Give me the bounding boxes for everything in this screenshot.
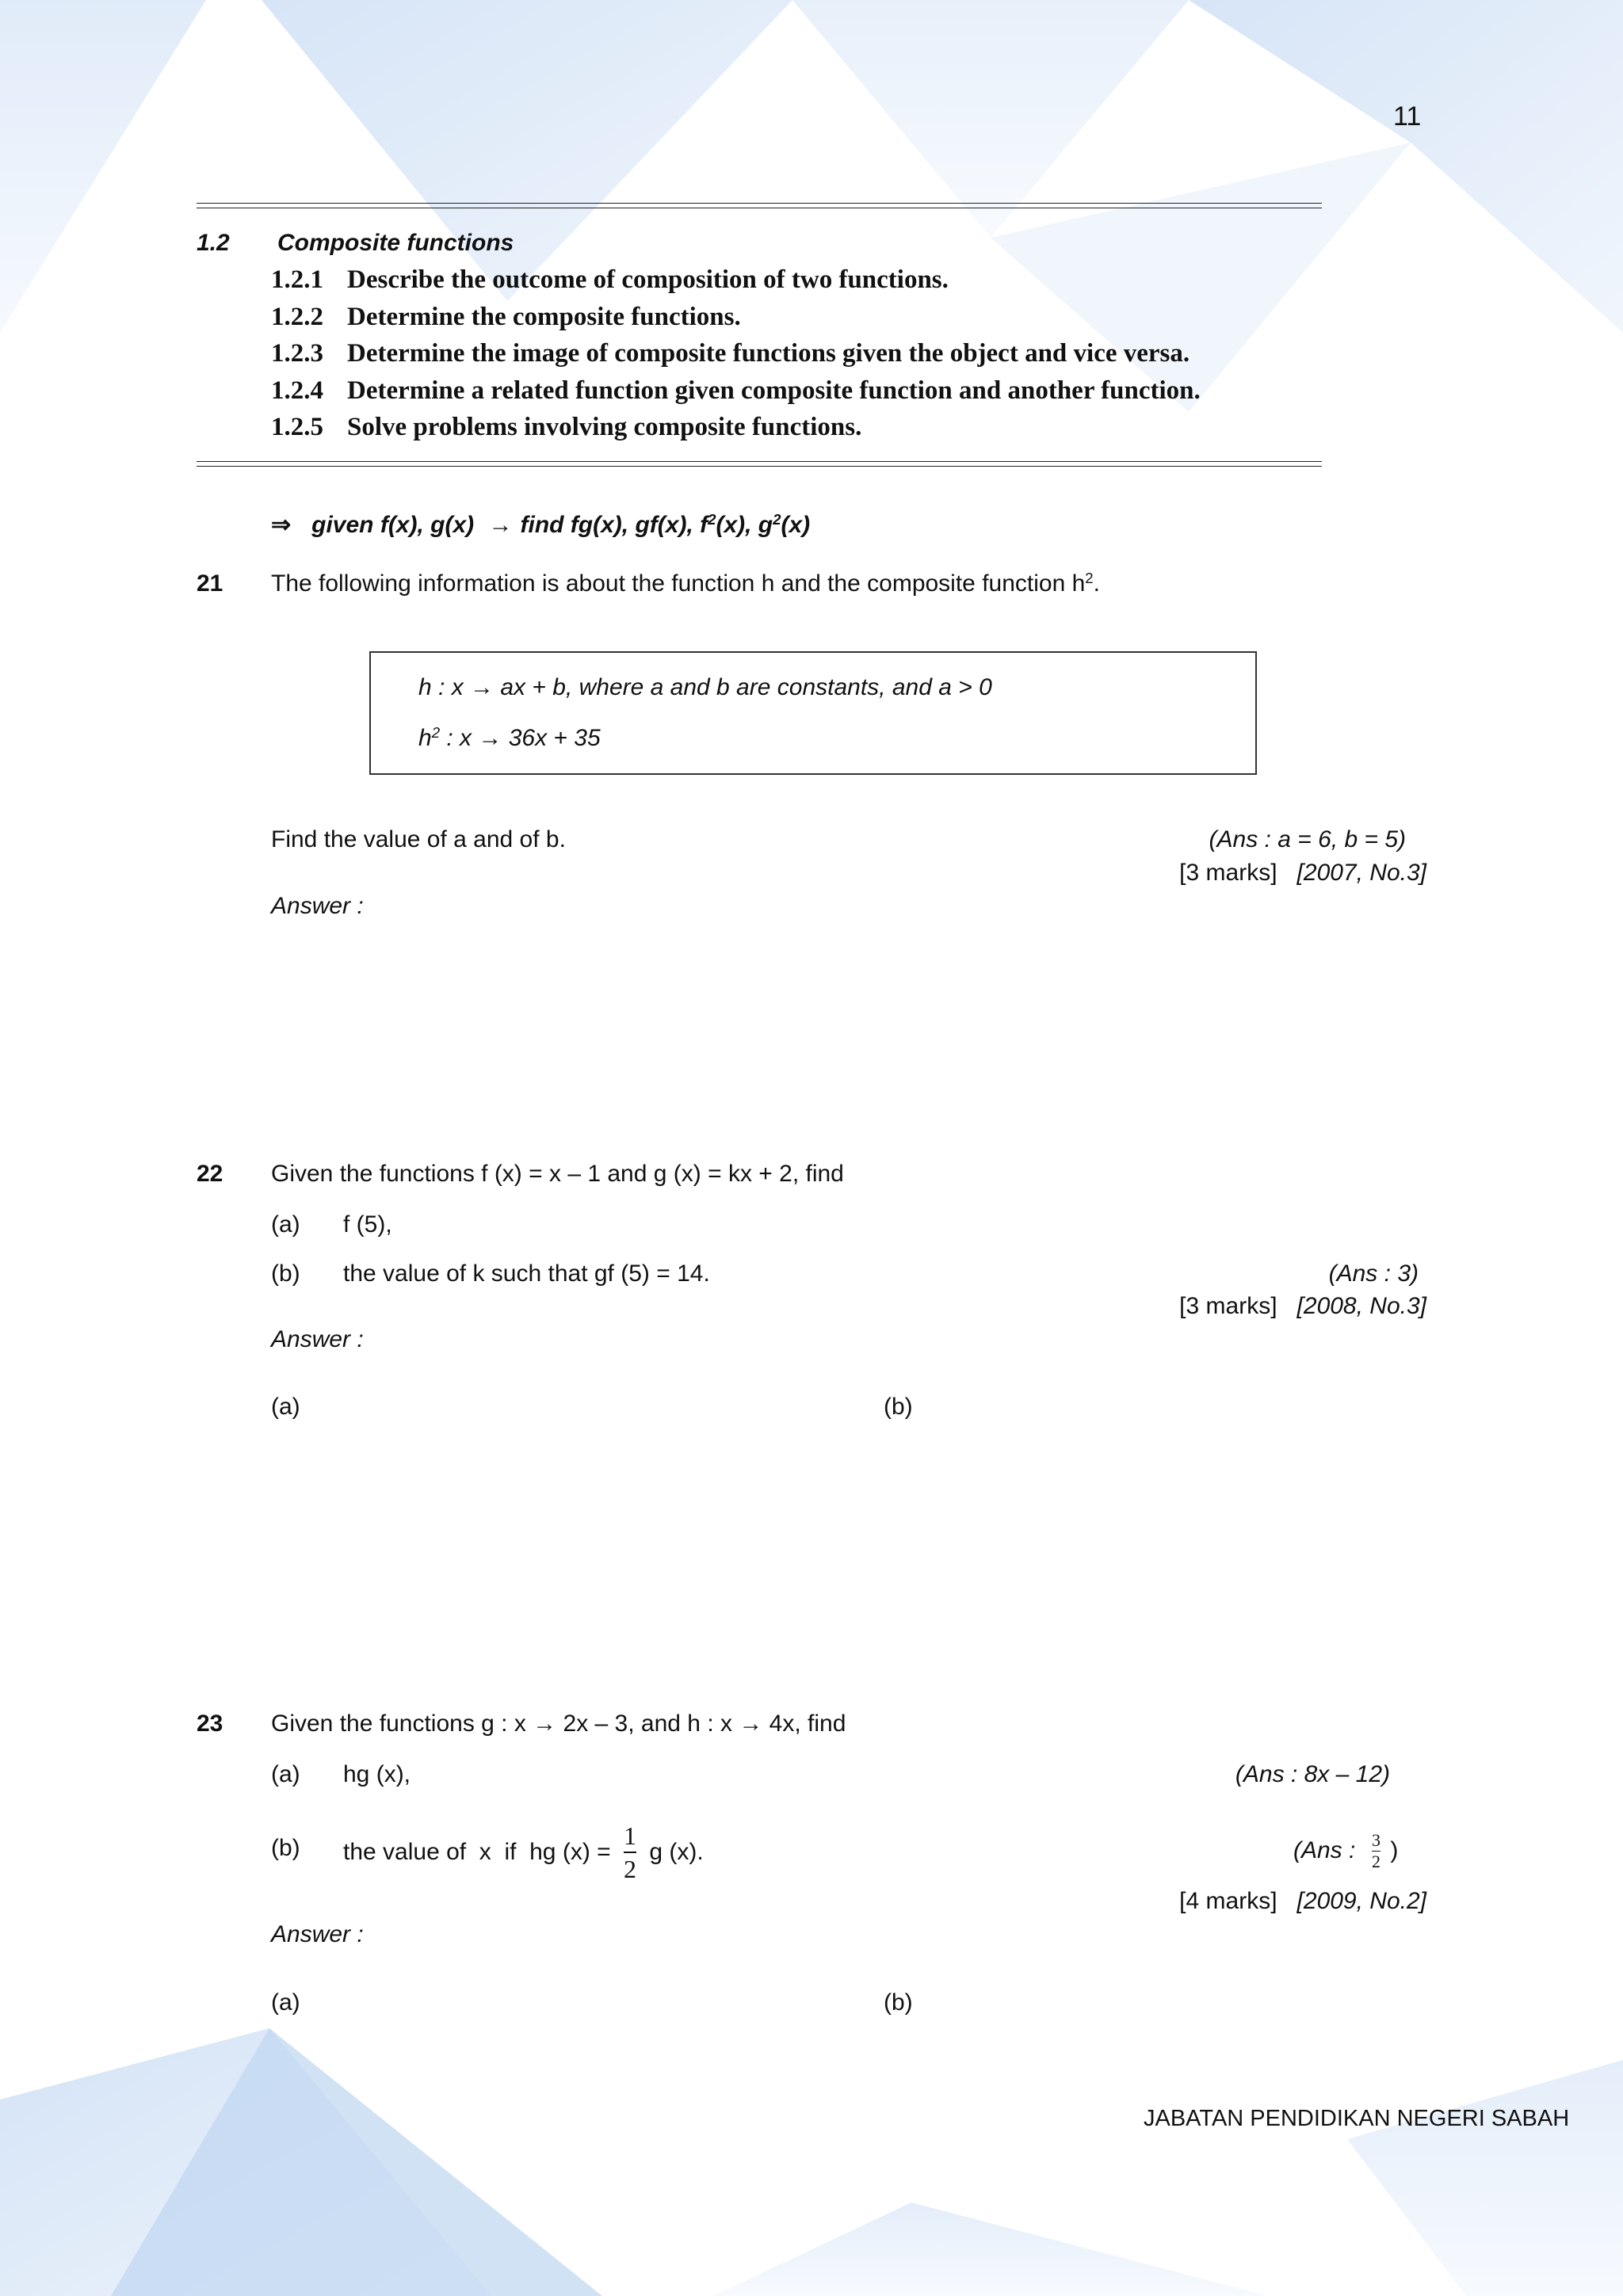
info-box [369,651,1257,775]
part-b-pre: the value of x if hg (x) = [343,1839,617,1865]
exam-source: [2007, No.3] [1296,860,1426,886]
answer-label: Answer : [271,893,364,919]
question-number: 22 [197,1161,223,1187]
question-intro: Given the functions f (x) = x – 1 and g (x) = kx + 2, find [271,1161,844,1187]
intro-end: . [1093,570,1100,597]
section-number: 1.2 [197,230,230,256]
part-b-text [343,1814,704,1890]
answer-label: Answer : [271,1326,364,1352]
answer-hint: (Ans : 3) [1328,1261,1419,1287]
exam-source: [2009, No.2] [1296,1888,1426,1914]
part-b-text: the value of k such that gf (5) = 14. [343,1261,710,1287]
work-area-b-label: (b) [884,1989,913,2016]
part-a-label: (a) [271,1761,300,1787]
hint-end: (x) [781,512,811,538]
question-intro [271,570,1100,597]
marks-source [1179,860,1426,887]
bottom-divider [197,461,1322,467]
box-line2-post: : x → 36x + 35 [440,725,601,751]
part-b-post: g (x). [643,1839,704,1865]
work-area-a-label: (a) [271,1394,300,1420]
objective-number: 1.2.4 [271,376,323,405]
box-line2-pre: h [418,725,432,751]
objective-text: Determine the image of composite functions given the object and vice versa. [347,339,1190,368]
fraction [1372,1829,1381,1871]
box-line2-sup: 2 [431,723,441,741]
objective-text: Solve problems involving composite functions. [347,413,862,441]
exam-source: [2008, No.3] [1296,1293,1426,1319]
question-number: 21 [197,570,223,597]
ans-b-post: ) [1384,1837,1399,1863]
fraction [624,1823,636,1882]
top-divider [197,203,1322,208]
question-task: Find the value of a and of b. [271,826,566,852]
hint-line [271,511,810,539]
hint-mid: (x), g [716,512,773,538]
part-a-text: f (5), [343,1211,392,1238]
fraction-denominator: 2 [624,1855,636,1883]
implies-icon: ⇒ [271,512,292,538]
part-b-label: (b) [271,1835,300,1861]
info-box-line-2 [418,725,601,752]
objective-number: 1.2.2 [271,302,323,331]
objective-number: 1.2.5 [271,413,323,441]
marks: [4 marks] [1179,1888,1277,1914]
arrow-right-icon: → [488,512,513,538]
question-number: 23 [197,1711,223,1737]
objective-text: Determine a related function given composite function and another function. [347,376,1201,405]
hint-find: find fg(x), gf(x), f [520,512,708,538]
fraction-denominator: 2 [1372,1851,1381,1871]
objective-text: Determine the composite functions. [347,302,741,331]
fraction-numerator: 3 [1372,1829,1381,1850]
answer-hint-b [1293,1819,1398,1882]
marks: [3 marks] [1179,1293,1277,1319]
intro-text: The following information is about the function h and the composite function h [271,570,1086,597]
hint-given: given f(x), g(x) [311,512,475,538]
objective-number: 1.2.3 [271,339,323,368]
hint-sup: 2 [773,510,781,528]
work-area-a-label: (a) [271,1989,300,2016]
marks-source [1179,1888,1426,1915]
marks-source [1179,1293,1426,1320]
part-a-label: (a) [271,1211,300,1238]
page-number: 11 [1393,101,1422,132]
info-box-line-1: h : x → ax + b, where a and b are constants, and a > 0 [418,674,992,700]
marks: [3 marks] [1179,860,1277,886]
answer-hint: (Ans : a = 6, b = 5) [1209,826,1406,852]
intro-sup: 2 [1085,569,1094,586]
part-a-text: hg (x), [343,1761,411,1787]
hint-sup: 2 [708,510,716,528]
section-title: Composite functions [277,230,514,256]
part-b-label: (b) [271,1261,300,1287]
footer-text: JABATAN PENDIDIKAN NEGERI SABAH [1144,2106,1570,2131]
ans-b-pre: (Ans : [1293,1837,1369,1863]
fraction-numerator: 1 [624,1821,636,1850]
fraction-bar [624,1852,636,1853]
answer-label: Answer : [271,1921,364,1947]
objective-text: Describe the outcome of composition of two functions. [347,265,949,294]
answer-hint-a: (Ans : 8x – 12) [1235,1761,1390,1787]
question-intro: Given the functions g : x → 2x – 3, and h : x → 4x, find [271,1711,846,1737]
work-area-b-label: (b) [884,1394,913,1420]
objective-number: 1.2.1 [271,265,323,294]
